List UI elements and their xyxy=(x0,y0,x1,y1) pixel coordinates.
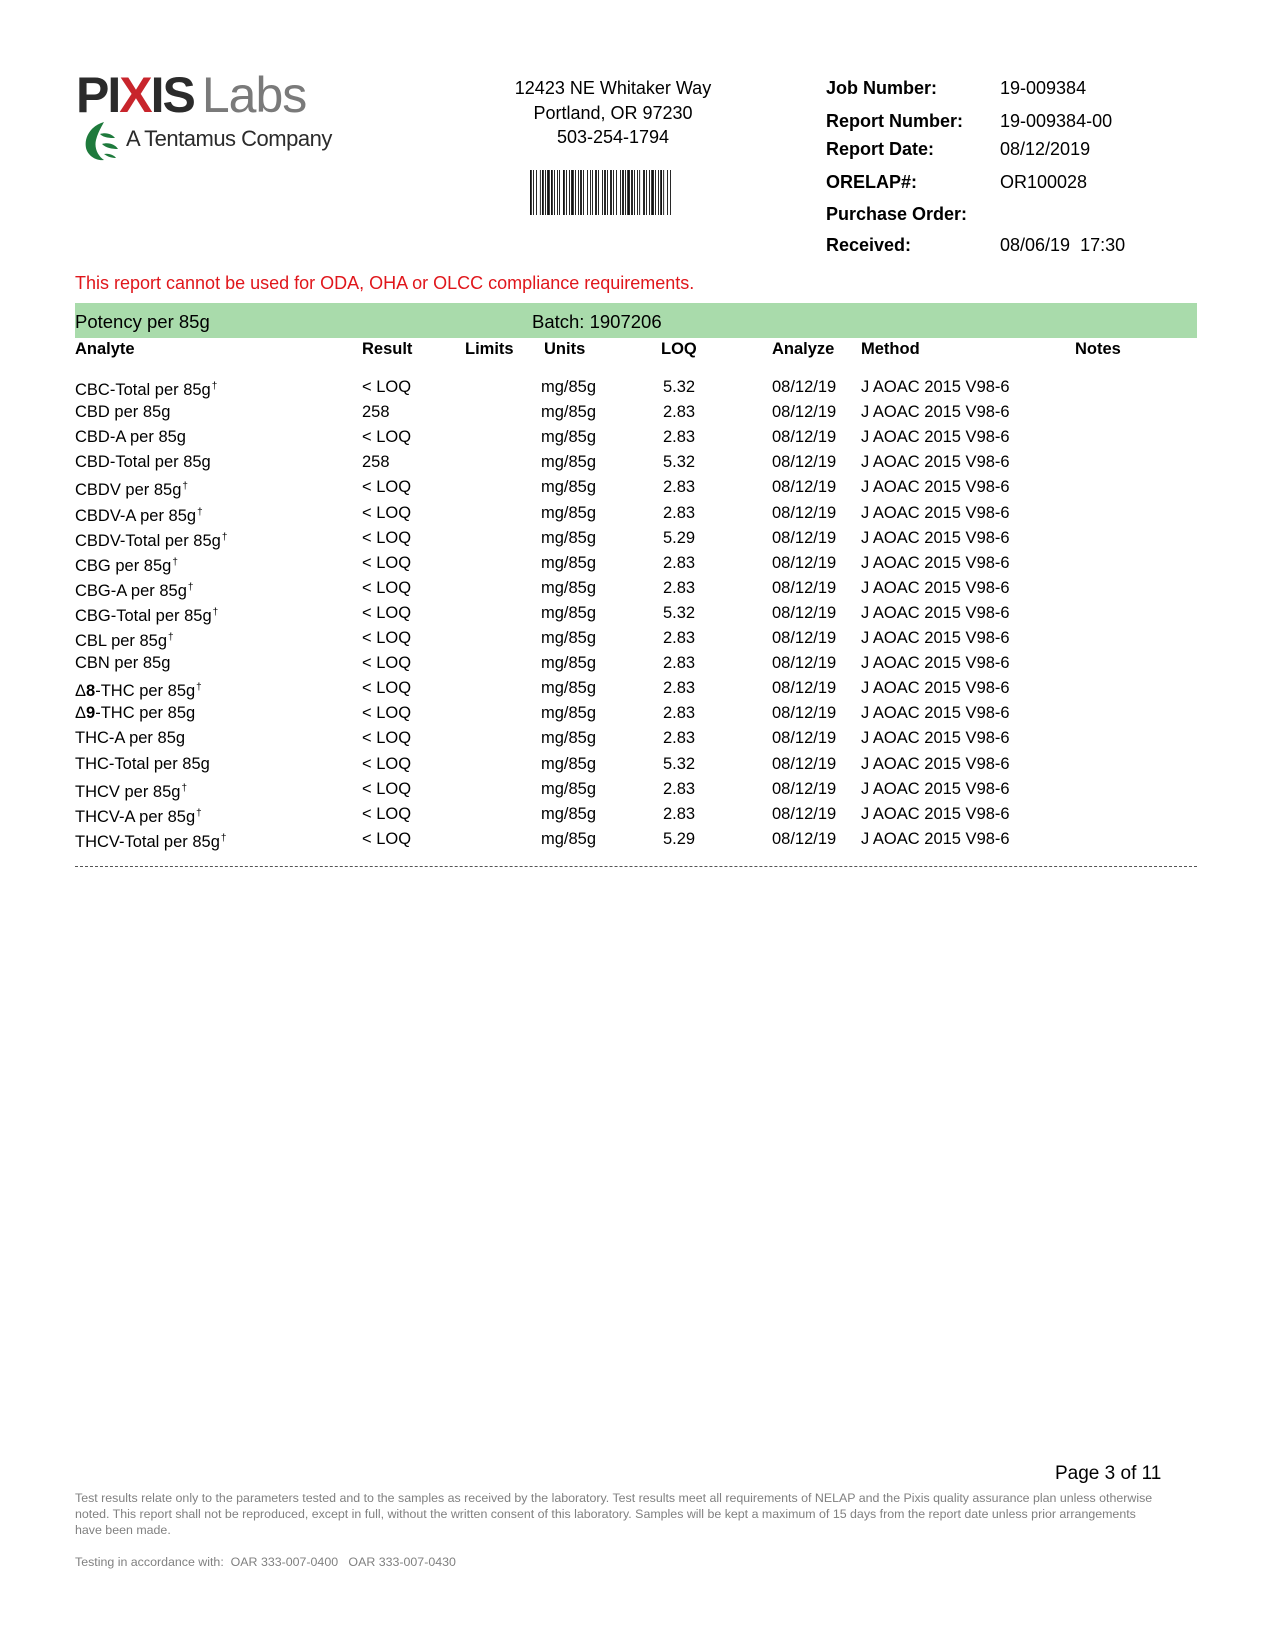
table-row xyxy=(0,401,1275,426)
cell-result: < LOQ xyxy=(362,804,412,823)
barcode-bar xyxy=(559,170,560,215)
cell-result: < LOQ xyxy=(362,829,412,848)
table-row xyxy=(0,627,1275,652)
barcode-bar xyxy=(634,170,635,215)
cell-result: < LOQ xyxy=(362,503,412,522)
cell-analyze-date: 08/12/19 xyxy=(772,679,837,698)
cell-loq: 2.83 xyxy=(663,403,696,422)
received-value: 08/06/19 17:30 xyxy=(1000,235,1126,255)
cell-result: < LOQ xyxy=(362,603,412,622)
cell-analyte xyxy=(75,401,170,423)
barcode-bar xyxy=(667,170,668,215)
cell-analyze-date: 08/12/19 xyxy=(772,578,837,597)
logo-tagline: A Tentamus Company xyxy=(126,126,332,151)
table-row xyxy=(0,778,1275,803)
dagger-footnote-mark: † xyxy=(220,832,227,844)
cell-loq: 2.83 xyxy=(663,729,696,748)
table-row xyxy=(0,376,1275,401)
cell-method: J AOAC 2015 V98-6 xyxy=(861,503,1010,522)
cell-method: J AOAC 2015 V98-6 xyxy=(861,654,1010,673)
table-row xyxy=(0,527,1275,552)
cell-units: mg/85g xyxy=(541,829,597,848)
cell-result: < LOQ xyxy=(362,478,412,497)
barcode-bar xyxy=(631,170,633,215)
cell-result: 258 xyxy=(362,453,390,472)
cell-analyze-date: 08/12/19 xyxy=(772,553,837,572)
cell-result: < LOQ xyxy=(362,654,412,673)
barcode-bar xyxy=(604,170,606,215)
cell-analyze-date: 08/12/19 xyxy=(772,804,837,823)
cell-result: < LOQ xyxy=(362,428,412,447)
barcode-bar xyxy=(646,170,647,215)
barcode-bar xyxy=(598,170,599,215)
analyte-name: CBL per 85g xyxy=(75,632,168,650)
header-method: Method xyxy=(861,340,920,358)
cell-result: 258 xyxy=(362,403,390,422)
analyte-name: CBDV per 85g xyxy=(75,481,182,500)
cell-method: J AOAC 2015 V98-6 xyxy=(861,704,1010,723)
cell-units: mg/85g xyxy=(541,553,597,572)
report-number-value: 19-009384-00 xyxy=(1000,111,1113,131)
cell-analyte xyxy=(75,502,203,527)
table-row xyxy=(0,652,1275,677)
cell-analyte xyxy=(75,778,187,803)
cell-analyze-date: 08/12/19 xyxy=(772,378,837,396)
barcode-bar xyxy=(620,170,621,215)
barcode-bar xyxy=(578,170,579,215)
cell-loq: 2.83 xyxy=(663,428,696,447)
cell-method: J AOAC 2015 V98-6 xyxy=(861,553,1010,572)
cell-loq: 2.83 xyxy=(663,654,696,673)
cell-loq: 2.83 xyxy=(663,478,696,497)
cell-method: J AOAC 2015 V98-6 xyxy=(861,578,1010,597)
cell-analyze-date: 08/12/19 xyxy=(772,704,837,723)
table-row xyxy=(0,702,1275,727)
barcode-bar xyxy=(651,170,654,215)
barcode-bar xyxy=(557,170,558,215)
table-row xyxy=(0,577,1275,602)
cell-units: mg/85g xyxy=(541,603,597,622)
cell-method: J AOAC 2015 V98-6 xyxy=(861,603,1010,622)
barcode-bar xyxy=(563,170,565,215)
dagger-footnote-mark: † xyxy=(197,506,203,518)
job-number-value: 19-009384 xyxy=(1000,78,1087,98)
analyte-name: CBD-Total per 85g xyxy=(75,453,211,472)
cell-method: J AOAC 2015 V98-6 xyxy=(861,428,1010,447)
dagger-footnote-mark: † xyxy=(196,682,202,694)
barcode-bar xyxy=(670,170,671,215)
barcode-bar xyxy=(649,170,650,215)
cell-loq: 2.83 xyxy=(663,779,696,798)
cell-analyze-date: 08/12/19 xyxy=(772,729,837,748)
table-row xyxy=(0,727,1275,752)
cell-loq: 2.83 xyxy=(663,804,696,823)
table-row xyxy=(0,426,1275,451)
cell-analyte xyxy=(75,527,227,552)
cell-method: J AOAC 2015 V98-6 xyxy=(861,378,1010,396)
cell-loq: 2.83 xyxy=(663,503,696,522)
testing-standards: Testing in accordance with: OAR 333-007-0400 OAR 333-007-0430 xyxy=(75,1555,456,1569)
dagger-footnote-mark: † xyxy=(196,807,202,819)
header-loq: LOQ xyxy=(661,340,697,358)
barcode-bar xyxy=(587,170,588,215)
analyte-name: THC-Total per 85g xyxy=(75,754,210,773)
cell-analyte xyxy=(75,577,193,602)
logo-wordmark: PIXIS Labs xyxy=(76,67,307,123)
barcode-bar xyxy=(580,170,582,215)
cell-analyte xyxy=(75,627,174,652)
analyte-name: CBD per 85g xyxy=(75,403,171,422)
cell-result: < LOQ xyxy=(362,378,412,396)
barcode-bar xyxy=(566,170,567,215)
dagger-footnote-mark: † xyxy=(212,606,219,618)
cell-analyze-date: 08/12/19 xyxy=(772,428,837,447)
cell-analyte xyxy=(75,702,195,724)
cell-result: < LOQ xyxy=(362,779,412,798)
analyte-name: CBDV-A per 85g xyxy=(75,506,197,525)
cell-loq: 5.32 xyxy=(663,378,696,396)
cell-analyze-date: 08/12/19 xyxy=(772,603,837,622)
barcode-bar xyxy=(569,170,570,215)
barcode-bar xyxy=(627,170,630,215)
dagger-footnote-mark: † xyxy=(182,481,188,493)
analyte-name: THCV per 85g xyxy=(75,782,181,801)
barcode-bar xyxy=(607,170,608,215)
analyte-name: -THC per 85g xyxy=(95,682,196,701)
cell-method: J AOAC 2015 V98-6 xyxy=(861,478,1010,497)
cell-result: < LOQ xyxy=(362,729,412,748)
cell-loq: 5.29 xyxy=(663,829,696,848)
analyte-name: CBN per 85g xyxy=(75,654,171,673)
cell-units: mg/85g xyxy=(541,378,597,396)
cell-loq: 2.83 xyxy=(663,553,696,572)
barcode-bar xyxy=(660,170,662,215)
cell-result: < LOQ xyxy=(362,704,412,723)
cell-analyze-date: 08/12/19 xyxy=(772,629,837,647)
delta-symbol: Δ xyxy=(75,704,87,723)
cell-analyze-date: 08/12/19 xyxy=(772,403,837,422)
barcode-bar xyxy=(595,170,597,215)
delta-position: 9 xyxy=(86,704,96,723)
cell-result: < LOQ xyxy=(362,754,412,773)
barcode-bar xyxy=(530,170,532,215)
analyte-name: CBC-Total per 85g xyxy=(75,381,211,399)
table-row xyxy=(0,803,1275,828)
cell-analyte xyxy=(75,753,210,775)
purchase-order-label: Purchase Order: xyxy=(826,204,968,224)
table-row xyxy=(0,677,1275,702)
address-street: 12423 NE Whitaker Way xyxy=(514,78,712,98)
job-number-label: Job Number: xyxy=(826,78,938,98)
cell-analyte xyxy=(75,652,170,674)
orelap-value: OR100028 xyxy=(1000,172,1088,192)
footer-disclaimer: Test results relate only to the parameters tested and to the samples as received by the laboratory. Test results meet all requirements of NELAP and the Pixis quality assurance plan unless otherwise noted. This report shall not be reproduced, except in full, without the written consent of this laboratory. Samples will be kept a maximum of 15 days from the report date unless prior arrangements have been made. xyxy=(75,1491,1153,1537)
dagger-footnote-mark: † xyxy=(181,782,188,794)
cell-method: J AOAC 2015 V98-6 xyxy=(861,453,1010,472)
cell-loq: 5.32 xyxy=(663,754,696,773)
cell-analyze-date: 08/12/19 xyxy=(772,453,837,472)
cell-units: mg/85g xyxy=(541,453,597,472)
cell-method: J AOAC 2015 V98-6 xyxy=(861,629,1010,647)
analyte-name: CBD-A per 85g xyxy=(75,428,186,447)
received-label: Received: xyxy=(826,235,912,255)
barcode-bar xyxy=(592,170,593,215)
section-title: Potency per 85g xyxy=(75,311,210,332)
cell-loq: 5.32 xyxy=(663,603,696,622)
delta-position: 8 xyxy=(86,682,96,701)
cell-method: J AOAC 2015 V98-6 xyxy=(861,403,1010,422)
barcode-bar xyxy=(643,170,645,215)
analyte-name: CBG per 85g xyxy=(75,556,172,575)
barcode-bar xyxy=(533,170,534,215)
analyte-name: THCV-Total per 85g xyxy=(75,832,220,851)
cell-analyte xyxy=(75,451,211,473)
cell-analyte xyxy=(75,376,217,401)
barcode-bar xyxy=(542,170,544,215)
barcode-bar xyxy=(663,170,664,215)
barcode-bar xyxy=(622,170,624,215)
table-row xyxy=(0,476,1275,501)
analyte-name: CBDV-Total per 85g xyxy=(75,531,221,550)
barcode-bar xyxy=(616,170,617,215)
cell-loq: 2.83 xyxy=(663,704,696,723)
barcode-bar xyxy=(637,170,638,215)
cell-units: mg/85g xyxy=(541,478,597,497)
barcode-bar xyxy=(590,170,591,215)
batch-label: Batch: 1907206 xyxy=(532,311,662,332)
page-number: Page 3 of 11 xyxy=(1055,1463,1162,1484)
barcode-bar xyxy=(547,170,550,215)
table-row xyxy=(0,502,1275,527)
analyte-name: THC-A per 85g xyxy=(75,729,186,748)
cell-result: < LOQ xyxy=(362,629,412,647)
cell-units: mg/85g xyxy=(541,654,597,673)
dagger-footnote-mark: † xyxy=(187,581,194,593)
header-units: Units xyxy=(544,340,586,358)
orelap-label: ORELAP#: xyxy=(826,172,918,192)
cell-units: mg/85g xyxy=(541,629,597,647)
cell-units: mg/85g xyxy=(541,528,597,547)
barcode-bar xyxy=(610,170,612,215)
cell-method: J AOAC 2015 V98-6 xyxy=(861,729,1010,748)
cell-units: mg/85g xyxy=(541,578,597,597)
cell-analyte xyxy=(75,476,188,501)
address-city: Portland, OR 97230 xyxy=(533,102,693,123)
report-date-label: Report Date: xyxy=(826,139,935,159)
cell-loq: 2.83 xyxy=(663,578,696,597)
barcode-bar xyxy=(625,170,626,215)
cell-analyze-date: 08/12/19 xyxy=(772,779,837,798)
delta-symbol: Δ xyxy=(75,682,87,701)
cell-method: J AOAC 2015 V98-6 xyxy=(861,804,1010,823)
dagger-footnote-mark: † xyxy=(221,531,228,543)
cell-loq: 2.83 xyxy=(663,679,696,698)
barcode-bar xyxy=(602,170,603,215)
table-end-divider xyxy=(75,866,1197,867)
cell-units: mg/85g xyxy=(541,428,597,447)
analyte-name: -THC per 85g xyxy=(95,704,196,723)
cell-analyze-date: 08/12/19 xyxy=(772,654,837,673)
cell-units: mg/85g xyxy=(541,804,597,823)
barcode-bar xyxy=(639,170,640,215)
header-limits: Limits xyxy=(465,340,514,358)
barcode-bar xyxy=(575,170,576,215)
header-notes: Notes xyxy=(1075,340,1121,358)
cell-result: < LOQ xyxy=(362,578,412,597)
cell-loq: 5.29 xyxy=(663,528,696,547)
cell-analyte xyxy=(75,677,202,702)
address-phone: 503-254-1794 xyxy=(556,127,670,147)
header-result: Result xyxy=(362,340,413,358)
table-row xyxy=(0,451,1275,476)
dagger-footnote-mark: † xyxy=(211,381,218,392)
report-date-value: 08/12/2019 xyxy=(1000,139,1091,159)
barcode-bar xyxy=(658,170,659,215)
header-analyte: Analyte xyxy=(75,340,135,358)
barcode-bar xyxy=(545,170,546,215)
cell-method: J AOAC 2015 V98-6 xyxy=(861,779,1010,798)
barcode-bar xyxy=(554,170,555,215)
cell-method: J AOAC 2015 V98-6 xyxy=(861,754,1010,773)
dagger-footnote-mark: † xyxy=(172,556,178,568)
table-row xyxy=(0,828,1275,853)
barcode-bar xyxy=(571,170,574,215)
cell-analyze-date: 08/12/19 xyxy=(772,829,837,848)
cell-units: mg/85g xyxy=(541,403,597,422)
barcode xyxy=(530,170,672,215)
barcode-bar xyxy=(551,170,553,215)
table-row xyxy=(0,602,1275,627)
pixis-labs-logo xyxy=(76,67,366,165)
analyte-name: THCV-A per 85g xyxy=(75,807,196,826)
table-row xyxy=(0,552,1275,577)
cell-analyte xyxy=(75,803,202,828)
cell-analyte xyxy=(75,426,186,448)
cell-result: < LOQ xyxy=(362,553,412,572)
cell-analyze-date: 08/12/19 xyxy=(772,478,837,497)
dagger-footnote-mark: † xyxy=(168,632,174,643)
analyte-name: CBG-Total per 85g xyxy=(75,606,212,625)
compliance-notice: This report cannot be used for ODA, OHA or OLCC compliance requirements. xyxy=(75,273,695,293)
cell-loq: 2.83 xyxy=(663,629,696,647)
table-row xyxy=(0,753,1275,778)
cell-units: mg/85g xyxy=(541,754,597,773)
cell-analyte xyxy=(75,602,218,627)
cell-units: mg/85g xyxy=(541,503,597,522)
cell-units: mg/85g xyxy=(541,704,597,723)
cell-loq: 5.32 xyxy=(663,453,696,472)
header-analyze: Analyze xyxy=(772,340,835,358)
cell-method: J AOAC 2015 V98-6 xyxy=(861,679,1010,698)
cell-analyte xyxy=(75,552,178,577)
lab-address xyxy=(480,76,746,150)
cell-method: J AOAC 2015 V98-6 xyxy=(861,829,1010,848)
cell-analyte xyxy=(75,828,226,853)
barcode-bar xyxy=(536,170,537,215)
cell-analyze-date: 08/12/19 xyxy=(772,528,837,547)
analyte-name: CBG-A per 85g xyxy=(75,581,187,600)
cell-result: < LOQ xyxy=(362,528,412,547)
cell-units: mg/85g xyxy=(541,729,597,748)
cell-units: mg/85g xyxy=(541,779,597,798)
report-number-label: Report Number: xyxy=(826,111,964,131)
cell-result: < LOQ xyxy=(362,679,412,698)
cell-analyze-date: 08/12/19 xyxy=(772,503,837,522)
barcode-bar xyxy=(655,170,656,215)
cell-analyze-date: 08/12/19 xyxy=(772,754,837,773)
barcode-bar xyxy=(583,170,584,215)
cell-method: J AOAC 2015 V98-6 xyxy=(861,528,1010,547)
tentamus-leaf-icon xyxy=(82,120,120,162)
cell-units: mg/85g xyxy=(541,679,597,698)
barcode-bar xyxy=(540,170,541,215)
barcode-bar xyxy=(613,170,614,215)
cell-analyte xyxy=(75,727,185,749)
